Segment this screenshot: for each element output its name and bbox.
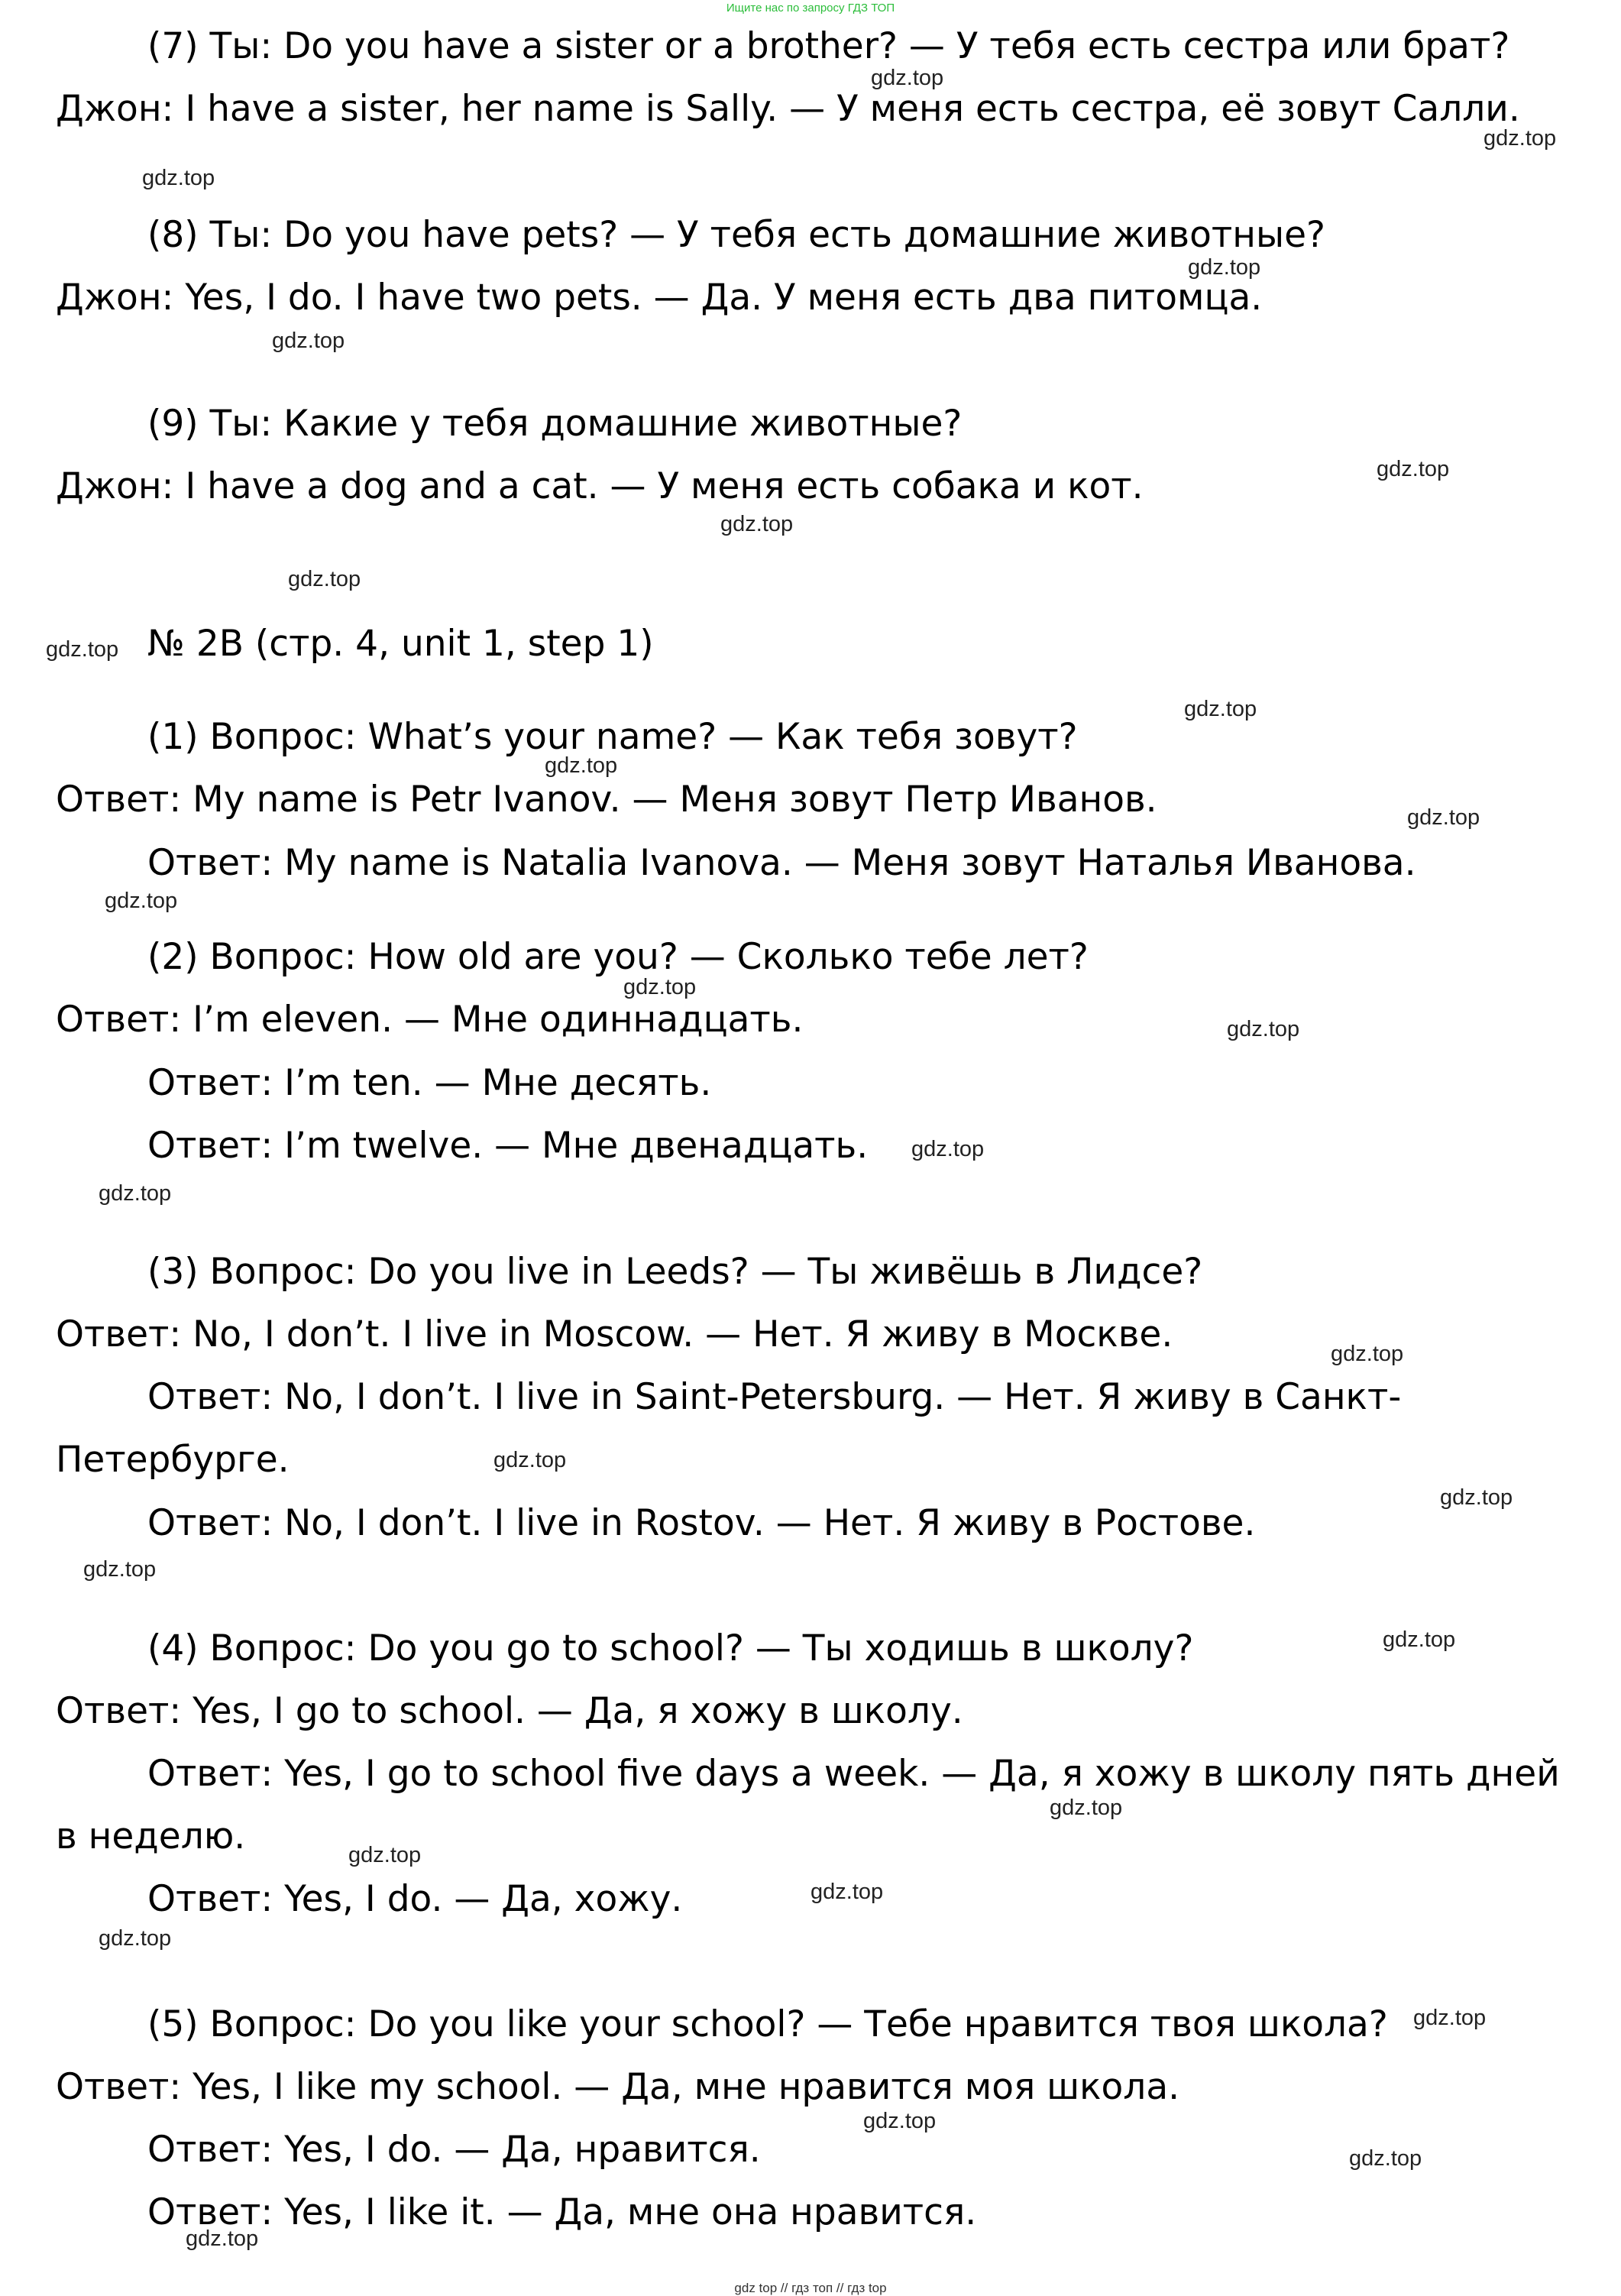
watermark: gdz.top	[186, 2226, 259, 2251]
watermark: gdz.top	[1184, 697, 1257, 721]
question-3: (3) Вопрос: Do you live in Leeds? — Ты живёшь в Лидсе?	[147, 1251, 1203, 1293]
watermark: gdz.top	[99, 1926, 172, 1951]
answer-3b: Ответ: No, I don’t. I live in Saint-Petersburg. — Нет. Я живу в Санкт-	[147, 1376, 1402, 1418]
watermark: gdz.top	[105, 889, 178, 913]
watermark: gdz.top	[83, 1557, 157, 1582]
top-search-hint: Ищите нас по запросу ГДЗ ТОП	[726, 2, 895, 15]
footer-watermark: gdz top // гдз топ // гдз top	[734, 2281, 887, 2295]
watermark: gdz.top	[1377, 457, 1450, 481]
dialog-line-9-question: (9) Ты: Какие у тебя домашние животные?	[147, 403, 963, 445]
watermark: gdz.top	[288, 567, 361, 591]
watermark: gdz.top	[1227, 1017, 1300, 1041]
answer-4b: Ответ: Yes, I go to school five days a week. — Да, я хожу в школу пять дней	[147, 1753, 1560, 1795]
dialog-line-7-answer: Джон: I have a sister, her name is Sally. — У меня есть сестра, её зовут Салли.	[56, 88, 1520, 130]
watermark: gdz.top	[871, 66, 944, 90]
dialog-line-8-question: (8) Ты: Do you have pets? — У тебя есть домашние животные?	[147, 214, 1325, 256]
watermark: gdz.top	[810, 1880, 884, 1904]
answer-5b: Ответ: Yes, I do. — Да, нравится.	[147, 2129, 761, 2171]
watermark: gdz.top	[1188, 255, 1261, 280]
watermark: gdz.top	[1483, 126, 1557, 151]
watermark: gdz.top	[272, 329, 345, 353]
watermark: gdz.top	[142, 166, 215, 190]
dialog-line-9-answer: Джон: I have a dog and a cat. — У меня есть собака и кот.	[56, 465, 1144, 507]
answer-1b: Ответ: My name is Natalia Ivanova. — Меня зовут Наталья Иванова.	[147, 842, 1416, 884]
answer-3b-cont: Петербурге.	[56, 1439, 290, 1481]
answer-2c: Ответ: I’m twelve. — Мне двенадцать.	[147, 1125, 869, 1167]
watermark: gdz.top	[545, 753, 618, 778]
answer-4c: Ответ: Yes, I do. — Да, хожу.	[147, 1878, 683, 1920]
answer-1a: Ответ: My name is Petr Ivanov. — Меня зовут Петр Иванов.	[56, 779, 1157, 821]
question-5: (5) Вопрос: Do you like your school? — Тебе нравится твоя школа?	[147, 2003, 1388, 2045]
watermark: gdz.top	[1050, 1796, 1123, 1820]
watermark: gdz.top	[863, 2109, 937, 2133]
watermark: gdz.top	[911, 1137, 985, 1161]
answer-3a: Ответ: No, I don’t. I live in Moscow. — Нет. Я живу в Москве.	[56, 1313, 1173, 1355]
watermark: gdz.top	[1440, 1485, 1513, 1510]
answer-4a: Ответ: Yes, I go to school. — Да, я хожу в школу.	[56, 1690, 963, 1732]
watermark: gdz.top	[1413, 2006, 1487, 2030]
watermark: gdz.top	[1407, 805, 1480, 830]
answer-4b-cont: в неделю.	[56, 1815, 246, 1857]
watermark: gdz.top	[493, 1448, 567, 1472]
question-4: (4) Вопрос: Do you go to school? — Ты ходишь в школу?	[147, 1627, 1194, 1669]
question-2: (2) Вопрос: How old are you? — Сколько тебе лет?	[147, 936, 1089, 978]
watermark: gdz.top	[1349, 2146, 1422, 2171]
watermark: gdz.top	[720, 512, 794, 536]
watermark: gdz.top	[1383, 1627, 1456, 1652]
question-1: (1) Вопрос: What’s your name? — Как тебя зовут?	[147, 716, 1078, 758]
watermark: gdz.top	[1331, 1342, 1404, 1366]
exercise-heading: № 2B (стр. 4, unit 1, step 1)	[147, 623, 654, 665]
answer-5c: Ответ: Yes, I like it. — Да, мне она нравится.	[147, 2191, 977, 2233]
watermark: gdz.top	[623, 975, 697, 999]
dialog-line-7-question: (7) Ты: Do you have a sister or a brother? — У тебя есть сестра или брат?	[147, 25, 1510, 67]
answer-2a: Ответ: I’m eleven. — Мне одиннадцать.	[56, 999, 804, 1041]
answer-2b: Ответ: I’m ten. — Мне десять.	[147, 1062, 712, 1104]
watermark: gdz.top	[46, 637, 119, 662]
answer-3c: Ответ: No, I don’t. I live in Rostov. — Нет. Я живу в Ростове.	[147, 1502, 1256, 1544]
dialog-line-8-answer: Джон: Yes, I do. I have two pets. — Да. У меня есть два питомца.	[56, 277, 1263, 319]
watermark: gdz.top	[348, 1843, 422, 1867]
answer-5a: Ответ: Yes, I like my school. — Да, мне нравится моя школа.	[56, 2066, 1180, 2108]
watermark: gdz.top	[99, 1181, 172, 1206]
